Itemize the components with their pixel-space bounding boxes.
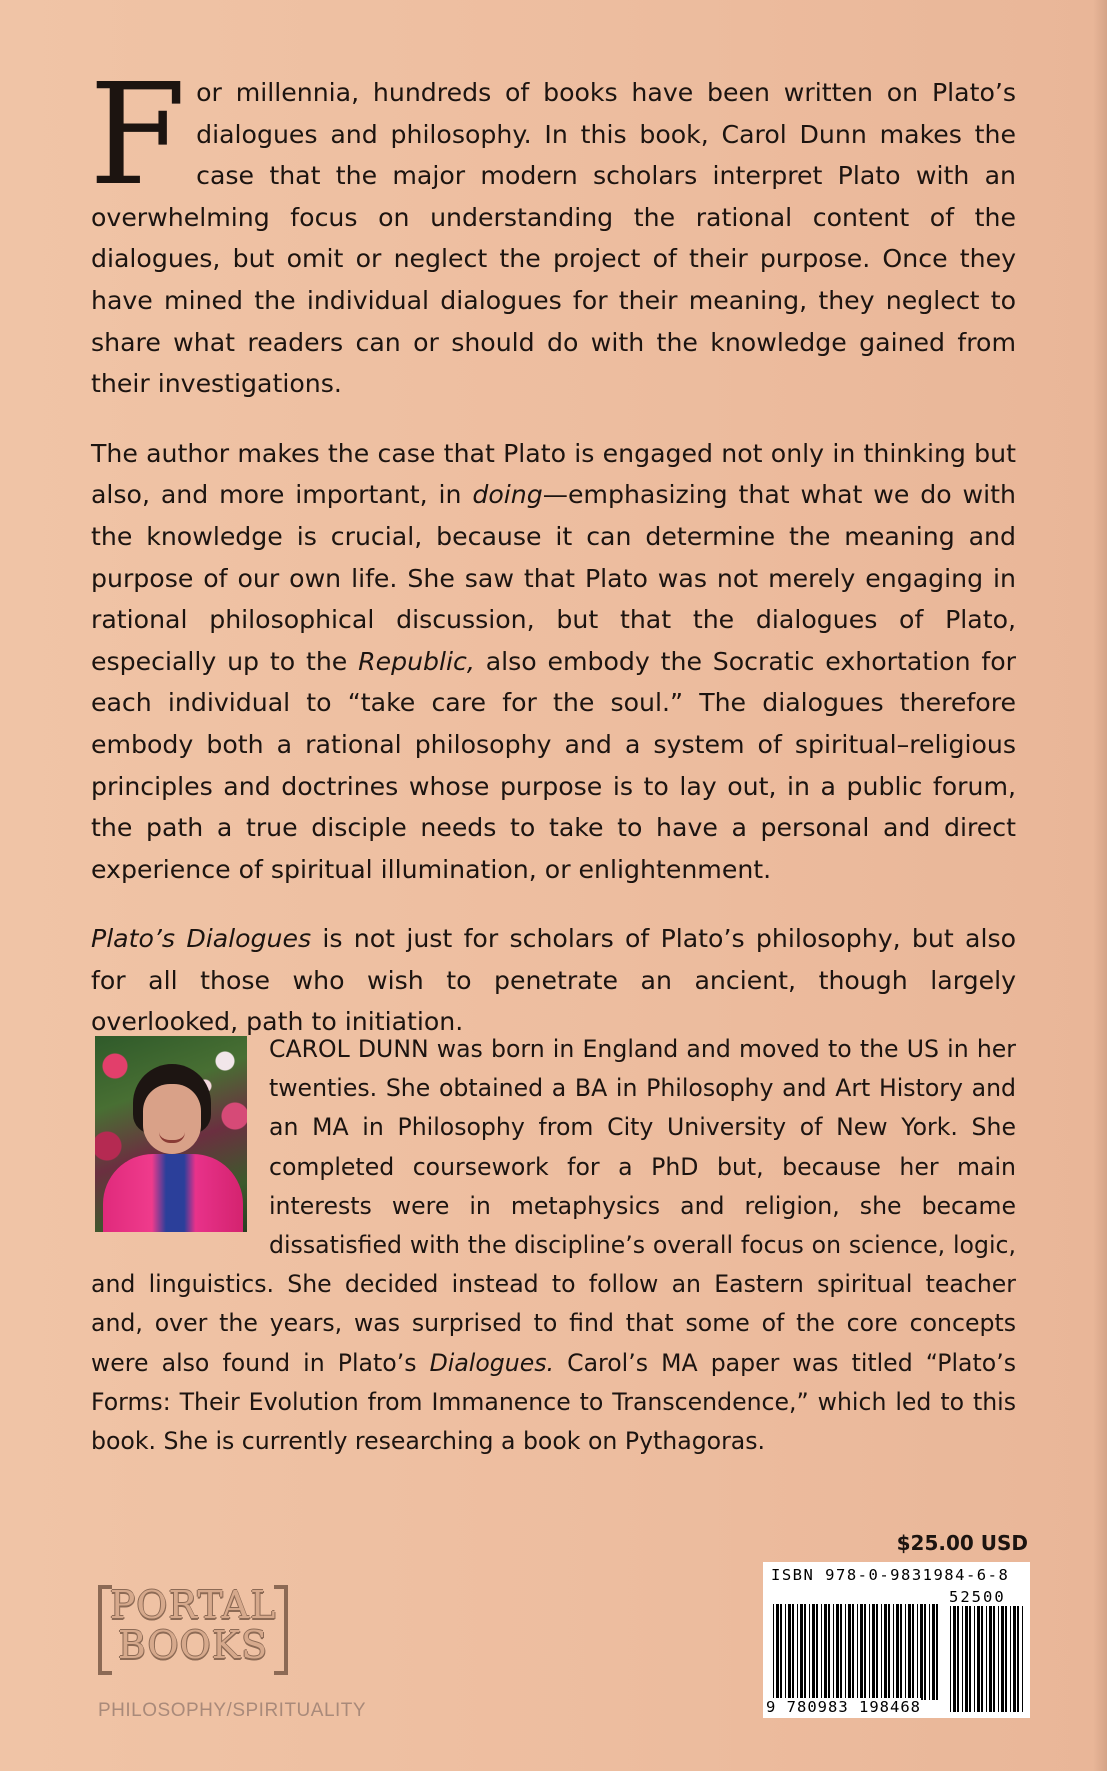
barcode-stripe [1022,1606,1023,1712]
photo-jacket [103,1154,243,1232]
barcode-stripe [929,1604,930,1700]
addon-barcode-bars [950,1606,1024,1712]
barcode-stripe [920,1604,923,1700]
barcode-stripe [1005,1606,1007,1712]
barcode-stripe [809,1604,810,1700]
barcode-stripe [1017,1606,1019,1712]
barcode-stripe [869,1604,870,1700]
barcode-stripe [977,1606,980,1712]
barcode-stripe [998,1606,999,1712]
barcode-stripe [804,1604,806,1700]
barcode-stripe [800,1604,803,1700]
barcode-stripe [1010,1606,1011,1712]
barcode-stripe [950,1606,951,1712]
barcode-stripe [881,1604,882,1700]
photo-face [143,1084,201,1154]
barcode-stripe [969,1606,971,1712]
barcode-stripe [884,1604,887,1700]
barcode-addon-number: 52500 [949,1588,1006,1606]
barcode-stripe [908,1604,911,1700]
barcode-stripe [888,1604,890,1700]
author-bio-text-b: Carol’s MA paper was titled “Plato’s Forms: Their Evolution from Immanence to Transcendence,” which led to this book. She is currently researching a book on Pythagoras. [91,1348,1016,1456]
barcode-stripe [905,1604,906,1700]
logo-right-bracket [274,1585,288,1675]
barcode-stripe [896,1604,899,1700]
barcode-stripe [776,1604,779,1700]
barcode-stripe [962,1606,963,1712]
barcode-number: 9 780983 198468 [766,1698,921,1716]
paragraph-2-text-c: also embody the Socratic exhortation for each individual to “take care for the soul.” The dialogues therefore embody both a rational philosophy and a system of spiritual–religious principles and doctrines whose purpose is to lay out, in a public forum, the path a true disciple needs to take to have a personal and direct experience of spiritual illumination, or enlightenment. [91,646,1016,884]
barcode-stripe [785,1604,786,1700]
paragraph-2-text-b: —emphasizing that what we do with the knowledge is crucial, because it can determine the meaning and purpose of our own life. She saw that Plato was not merely engaging in rational philosophical discussion, but that the dialogues of Plato, especially up to the [91,480,1016,676]
isbn-barcode [763,1562,1030,1718]
barcode-stripe [833,1604,834,1700]
logo-text-portal: PORTAL [109,1583,277,1627]
barcode-stripe [836,1604,839,1700]
publisher-logo [98,1585,288,1685]
barcode-stripe [797,1604,798,1700]
barcode-stripe [840,1604,842,1700]
barcode-stripe [852,1604,854,1700]
barcode-stripe [773,1604,774,1700]
barcode-stripe [860,1604,863,1700]
barcode-stripe [792,1604,794,1700]
barcode-stripe [893,1604,894,1700]
barcode-stripe [957,1606,959,1712]
barcode-stripe [845,1604,846,1700]
emphasis-doing: doing [472,480,543,510]
ean-barcode-bars [773,1604,941,1700]
description-paragraph-2 [91,433,1016,891]
barcode-stripe [993,1606,995,1712]
barcode-stripe [872,1604,875,1700]
description-paragraph-3 [91,918,1016,1043]
barcode-stripe [857,1604,858,1700]
barcode-stripe [812,1604,815,1700]
barcode-stripe [876,1604,878,1700]
emphasis-republic: Republic, [358,646,475,676]
logo-left-bracket [98,1585,112,1675]
barcode-stripe [848,1604,851,1700]
barcode-stripe [1001,1606,1004,1712]
barcode-stripe [816,1604,818,1700]
barcode-stripe [900,1604,902,1700]
price-label: $25.00 USD [896,1531,1028,1555]
book-description [89,54,1016,1071]
barcode-stripe [864,1604,866,1700]
author-bio [91,1030,1016,1461]
page-edge-shadow [1093,0,1107,1771]
barcode-stripe [824,1604,827,1700]
barcode-stripe [828,1604,830,1700]
barcode-stripe [989,1606,992,1712]
barcode-stripe [974,1606,975,1712]
category-label: PHILOSOPHY/SPIRITUALITY [98,1700,367,1721]
barcode-stripe [788,1604,791,1700]
paragraph-1-text: or millennia, hundreds of books have been written on Plato’s dialogues and philosophy. In this book, Carol Dunn makes the case that the major modern scholars interpret Plato with an overwhelming focus on understanding the rational content of the dialogues, but omit or neglect the project of their purpose. Once they have mined the individual dialogues for their meaning, they neglect to share what readers can or should do with the knowledge gained from their investigations. [91,78,1016,399]
barcode-stripe [912,1604,914,1700]
barcode-stripe [1013,1606,1016,1712]
barcode-stripe [924,1604,926,1700]
barcode-stripe [953,1606,956,1712]
emphasis-dialogues: Dialogues. [429,1348,555,1377]
barcode-stripe [936,1604,938,1700]
barcode-stripe [821,1604,822,1700]
barcode-stripe [986,1606,987,1712]
isbn-label: ISBN 978-0-9831984-6-8 [771,1566,1010,1584]
author-bio-text-a: CAROL DUNN was born in England and moved to the US in her twenties. She obtained a BA in Philosophy and Art History and an MA in Philosophy from City University of New York. She completed coursework for a PhD but, because her main interests were in metaphysics and religion, she became dissatisfied with the discipline’s overall focus on science, logic, and linguistics. She decided instead to follow an Eastern spiritual teacher and, over the years, was surprised to find that some of the core concepts were also found in Plato’s [91,1035,1016,1377]
barcode-stripe [780,1604,782,1700]
barcode-stripe [981,1606,983,1712]
drop-cap: F [89,54,187,217]
paragraph-3-text: is not just for scholars of Plato’s philosophy, but also for all those who wish to penetrate an ancient, though largely overlooked, path to initiation. [91,924,1016,1037]
paragraph-2-text-a: The author makes the case that Plato is engaged not only in thinking but also, and more important, in [91,438,1016,510]
barcode-stripe [932,1604,935,1700]
description-paragraph-1 [89,54,1016,405]
logo-text-books: BOOKS [117,1623,269,1667]
book-title-italic: Plato’s Dialogues [91,924,312,954]
barcode-stripe [917,1604,918,1700]
author-photo [95,1036,247,1232]
barcode-stripe [965,1606,968,1712]
